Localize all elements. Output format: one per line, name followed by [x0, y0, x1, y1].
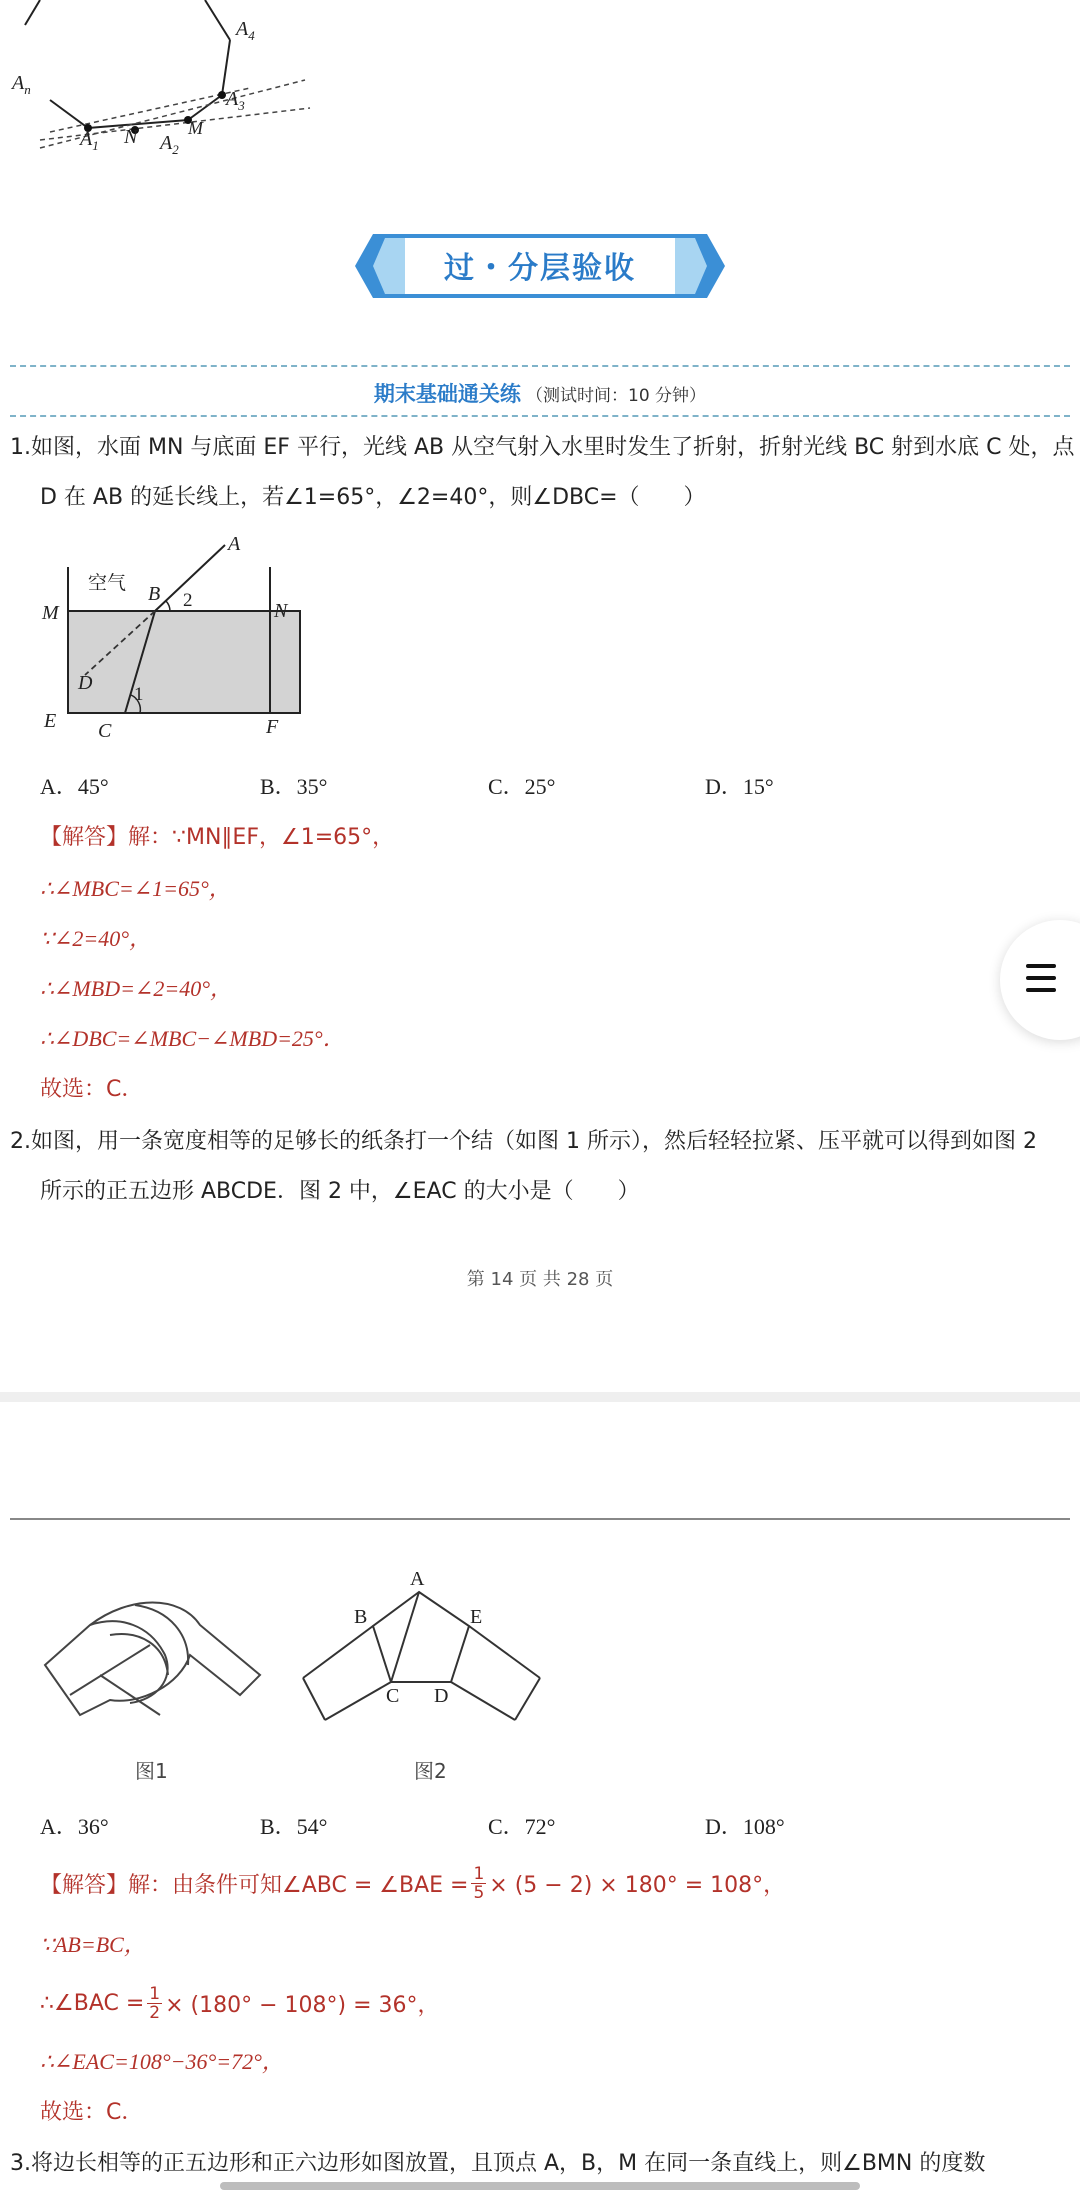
q1-label-e: E: [44, 710, 57, 732]
q1-option-d[interactable]: D．15°: [705, 774, 774, 799]
q2-line2: 所示的正五边形 ABCDE．图 2 中，∠EAC 的大小是（ ）: [40, 1179, 640, 1204]
q2-answer-line4: ∴∠EAC=108°−36°=72°，: [40, 2049, 284, 2074]
q1-option-c[interactable]: C．25°: [488, 774, 556, 799]
q2-frac2-num: 1: [149, 1984, 161, 2004]
label-m: M: [188, 118, 203, 138]
q1-answer-line1: 【解答】解：∵MN∥EF，∠1=65°，: [40, 825, 395, 850]
q1-label-n: N: [274, 600, 288, 622]
floating-menu-button[interactable]: [1000, 920, 1080, 1040]
q2-frac1-den: 5: [473, 1883, 485, 1903]
page-number: 第 14 页 共 28 页: [466, 1269, 614, 1290]
q2-answer-line5: 故选：C．: [40, 2100, 144, 2125]
q2-answer-frac2: [147, 1985, 162, 2022]
banner-title: 过・分层验收: [444, 251, 636, 286]
q2-knot-figure: [40, 1585, 270, 1725]
q2-pentagon-figure: [295, 1570, 545, 1730]
q2-answer-line1-tail: × (5 − 2) × 180° = 108°，: [489, 1873, 786, 1898]
q1-option-b[interactable]: B．35°: [260, 774, 328, 799]
q1-label-f: F: [266, 716, 279, 738]
label-n: N: [124, 126, 138, 148]
label-a1: $A_1$: [80, 128, 99, 153]
q2-label-c: C: [386, 1685, 400, 1707]
q1-answer-line2: ∴∠MBC=∠1=65°，: [40, 876, 231, 901]
q2-line1: 2.如图，用一条宽度相等的足够长的纸条打一个结（如图 1 所示），然后轻轻拉紧、压平就可以得到如图 2: [10, 1129, 1037, 1154]
page-break: [0, 1392, 1080, 1402]
q3-line1: 3.将边长相等的正五边形和正六边形如图放置，且顶点 A，B，M 在同一条直线上，则∠BMN 的度数: [10, 2151, 986, 2176]
q1-label-a: A: [228, 533, 241, 555]
q1-option-a[interactable]: A．45°: [40, 774, 109, 799]
home-indicator[interactable]: [220, 2182, 860, 2190]
label-a4: $A_4$: [236, 18, 255, 43]
menu-icon: [1026, 964, 1056, 968]
section-note: （测试时间：10 分钟）: [526, 386, 707, 406]
menu-icon-bar-3: [1026, 988, 1056, 992]
divider-top: [10, 365, 1070, 367]
q2-label-b: B: [354, 1606, 368, 1628]
q2-answer-line3: [40, 1985, 440, 2022]
q1-answer-line6: 故选：C．: [40, 1077, 144, 1102]
q1-answer-line5: ∴∠DBC=∠MBC−∠MBD=25°．: [40, 1026, 345, 1051]
q2-answer-line3-tail: × (180° − 108°) = 36°，: [165, 1993, 440, 2018]
q2-label-a: A: [410, 1568, 425, 1590]
q2-answer-line1: [40, 1865, 785, 1902]
q2-fig1-caption: 图1: [135, 1759, 168, 1783]
q2-answer-line1-text: 【解答】解：由条件可知∠ABC = ∠BAE =: [40, 1873, 469, 1898]
q2-option-c[interactable]: C．72°: [488, 1814, 556, 1839]
q1-label-d: D: [78, 672, 93, 694]
page-top-rule: [10, 1518, 1070, 1520]
label-a2: $A_2$: [160, 132, 179, 157]
q2-label-e: E: [470, 1606, 483, 1628]
q2-option-b[interactable]: B．54°: [260, 1814, 328, 1839]
q2-answer-line2: ∵AB=BC，: [40, 1932, 146, 1957]
menu-icon-bar-2: [1026, 976, 1056, 980]
q1-label-1: 1: [134, 684, 144, 705]
q1-line1: 1.如图，水面 MN 与底面 EF 平行，光线 AB 从空气射入水里时发生了折射，折射光线 BC 射到水底 C 处，点: [10, 435, 1075, 460]
q2-option-d[interactable]: D．108°: [705, 1814, 785, 1839]
q1-answer-line4: ∴∠MBD=∠2=40°，: [40, 976, 233, 1001]
q2-label-d: D: [434, 1685, 449, 1707]
section-title: 期末基础通关练: [373, 382, 521, 406]
q1-answer-line3: ∵∠2=40°，: [40, 926, 152, 951]
q1-label-2: 2: [183, 590, 193, 611]
q2-fig2-caption: 图2: [414, 1759, 447, 1783]
section-header: [0, 378, 1080, 408]
q2-option-a[interactable]: A．36°: [40, 1814, 109, 1839]
q1-line2: D 在 AB 的延长线上，若∠1=65°，∠2=40°，则∠DBC=（ ）: [40, 485, 706, 510]
q1-label-air: 空气: [88, 572, 127, 594]
q2-frac2-den: 2: [149, 2003, 161, 2023]
label-an: $A_n$: [12, 72, 31, 97]
q1-label-c: C: [98, 720, 112, 742]
q2-frac1-num: 1: [473, 1864, 485, 1884]
q2-answer-line3-text: ∴∠BAC =: [40, 1991, 145, 2016]
divider-bottom: [10, 415, 1070, 417]
q2-answer-frac1: [471, 1865, 486, 1902]
q1-label-b: B: [148, 583, 161, 605]
q1-label-m: M: [42, 602, 59, 624]
label-a3: $A_3$: [226, 88, 245, 113]
